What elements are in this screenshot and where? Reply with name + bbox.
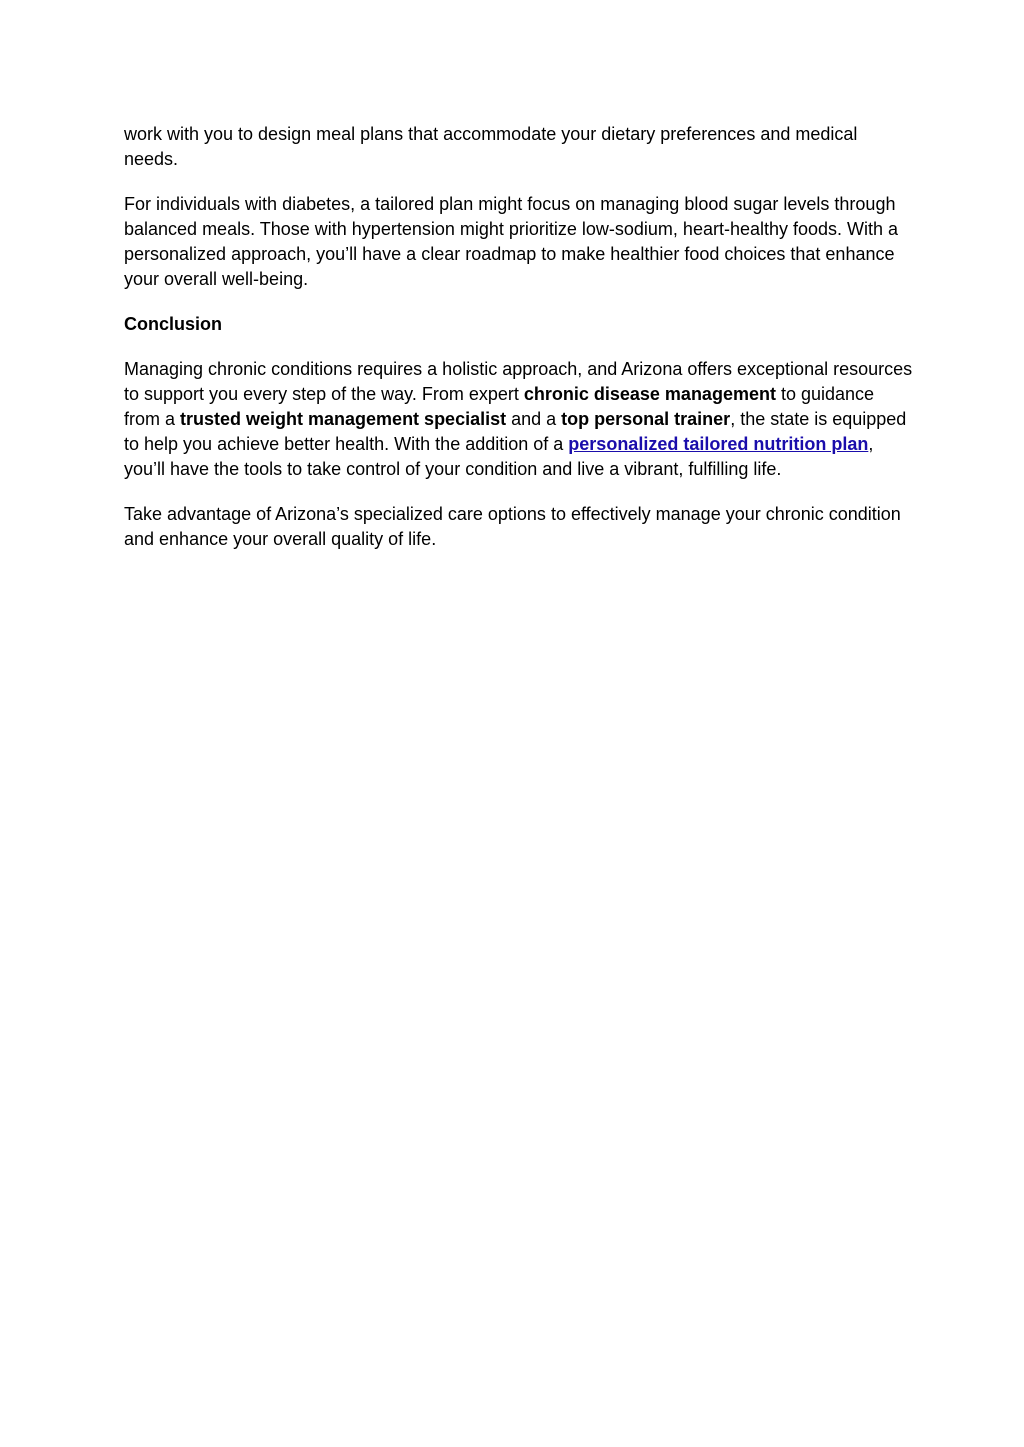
paragraph-text-segment: to guidance from a — [124, 384, 875, 429]
nutrition-plan-link[interactable]: personalized tailored nutrition plan — [568, 434, 869, 454]
conclusion-heading: Conclusion — [124, 314, 222, 334]
paragraph-meal-plans: work with you to design meal plans that accommodate your dietary preferences and medical needs. — [124, 124, 858, 169]
bold-personal-trainer: top personal trainer — [561, 409, 731, 429]
paragraph-take-advantage: Take advantage of Arizona’s specialized care options to effectively manage your chronic condition and enhance your overall quality of life. — [124, 504, 901, 549]
paragraph-text-segment: and a — [506, 409, 562, 429]
paragraph-text-segment: , the state is equipped to help you achieve better health. With the addition of a — [124, 409, 907, 454]
paragraph-text-segment: Managing chronic conditions requires a holistic approach, and Arizona offers exceptional resources to support you every step of the way. From expert — [124, 359, 913, 404]
paragraph-tailored-plan: For individuals with diabetes, a tailored plan might focus on managing blood sugar levels through balanced meals. Those with hypertension might prioritize low-sodium, heart-healthy foods. With a personalized approach, you’ll have a clear roadmap to make healthier food choices that enhance your overall well-being. — [124, 194, 899, 289]
paragraph-managing-conditions — [124, 357, 914, 482]
paragraph-text-segment: , you’ll have the tools to take control of your condition and live a vibrant, fulfilling life. — [124, 434, 874, 479]
bold-weight-management-specialist: trusted weight management specialist — [180, 409, 507, 429]
bold-chronic-disease-management: chronic disease management — [523, 384, 776, 404]
document-page — [124, 122, 914, 572]
